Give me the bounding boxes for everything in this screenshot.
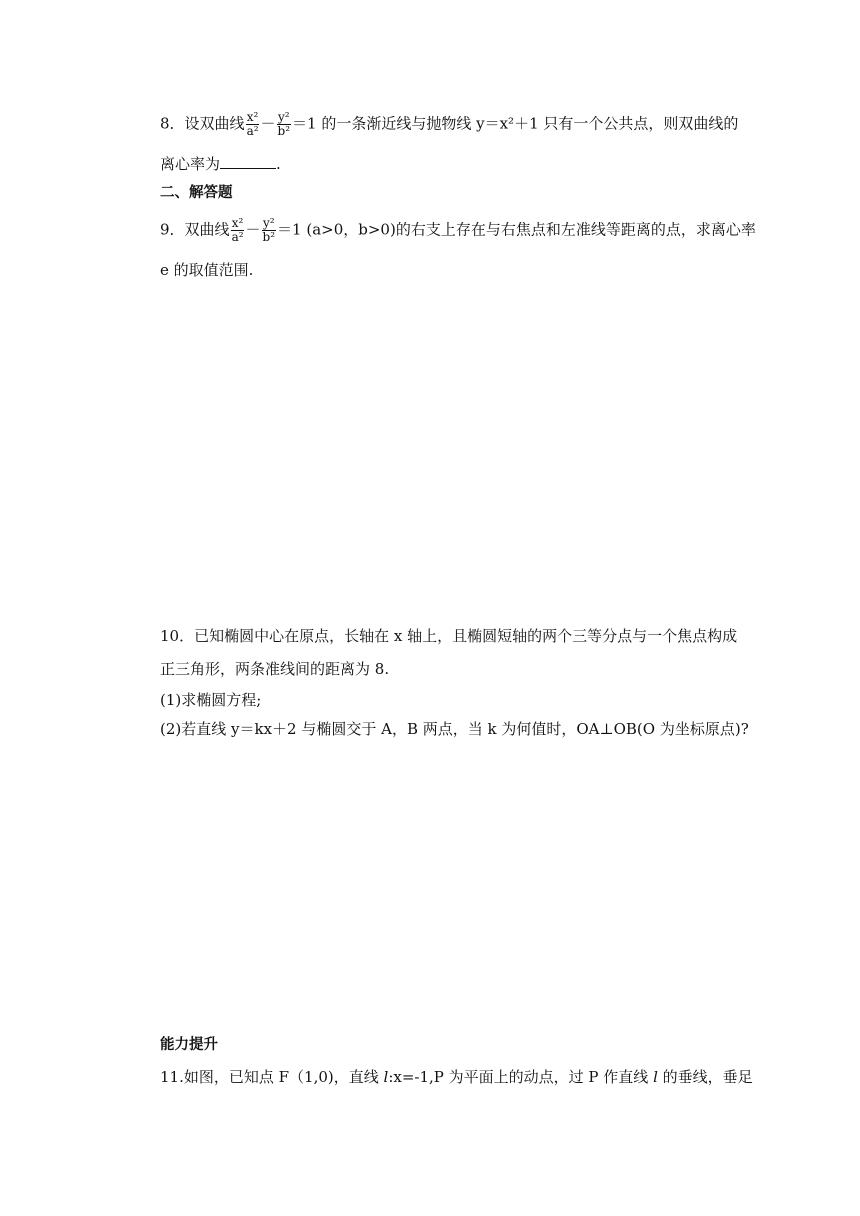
q8-number: 8．	[160, 114, 185, 133]
q9-fraction-x: $\frac{\text{x²}}{\text{a²}}$	[231, 216, 244, 244]
q9-number: 9．	[160, 220, 185, 239]
q8-line1: 8．设双曲线 $\frac{\text{x²}}{\text{a²}}$ － $\frac{\text{y²}}{\text{b²}}$ ＝1 的一条渐近线与抛物线 y＝x²＋1 只有一个公共点，则双曲线的	[160, 110, 739, 138]
q9-fraction-y: $\frac{\text{y²}}{\text{b²}}$	[262, 216, 276, 244]
q11-line1: 11.如图，已知点 F（1,0)，直线 l:x=-1,P 为平面上的动点，过 P 作直线 l 的垂线，垂足	[160, 1068, 753, 1086]
q10-line1: 10．已知椭圆中心在原点，长轴在 x 轴上，且椭圆短轴的两个三等分点与一个焦点构成	[160, 627, 738, 645]
q8-fraction-x: $\frac{\text{x²}}{\text{a²}}$	[246, 110, 259, 138]
q10-part1: (1)求椭圆方程;	[160, 691, 262, 709]
section-title-ability: 能力提升	[160, 1037, 218, 1053]
answer-blank[interactable]	[220, 154, 276, 169]
q9-line1: 9．双曲线 $\frac{\text{x²}}{\text{a²}}$ － $\frac{\text{y²}}{\text{b²}}$ ＝1 (a>0，b>0)的右支上存在与右焦点和左准线等距离的点，求离心率	[160, 216, 756, 244]
section-title-answer-questions: 二、解答题	[160, 185, 233, 201]
q10-part2: (2)若直线 y＝kx＋2 与椭圆交于 A，B 两点，当 k 为何值时，OA⊥OB(O 为坐标原点)?	[160, 720, 749, 738]
q8-line2: 离心率为 .	[160, 155, 281, 173]
q10-line2: 正三角形，两条准线间的距离为 8.	[160, 660, 390, 678]
q9-line2: e 的取值范围.	[160, 261, 254, 279]
q8-post: ＝1 的一条渐近线与抛物线 y＝x²＋1 只有一个公共点，则双曲线的	[292, 114, 739, 133]
q8-fraction-y: $\frac{\text{y²}}{\text{b²}}$	[277, 110, 291, 138]
q8-pre: 设双曲线	[184, 114, 245, 133]
